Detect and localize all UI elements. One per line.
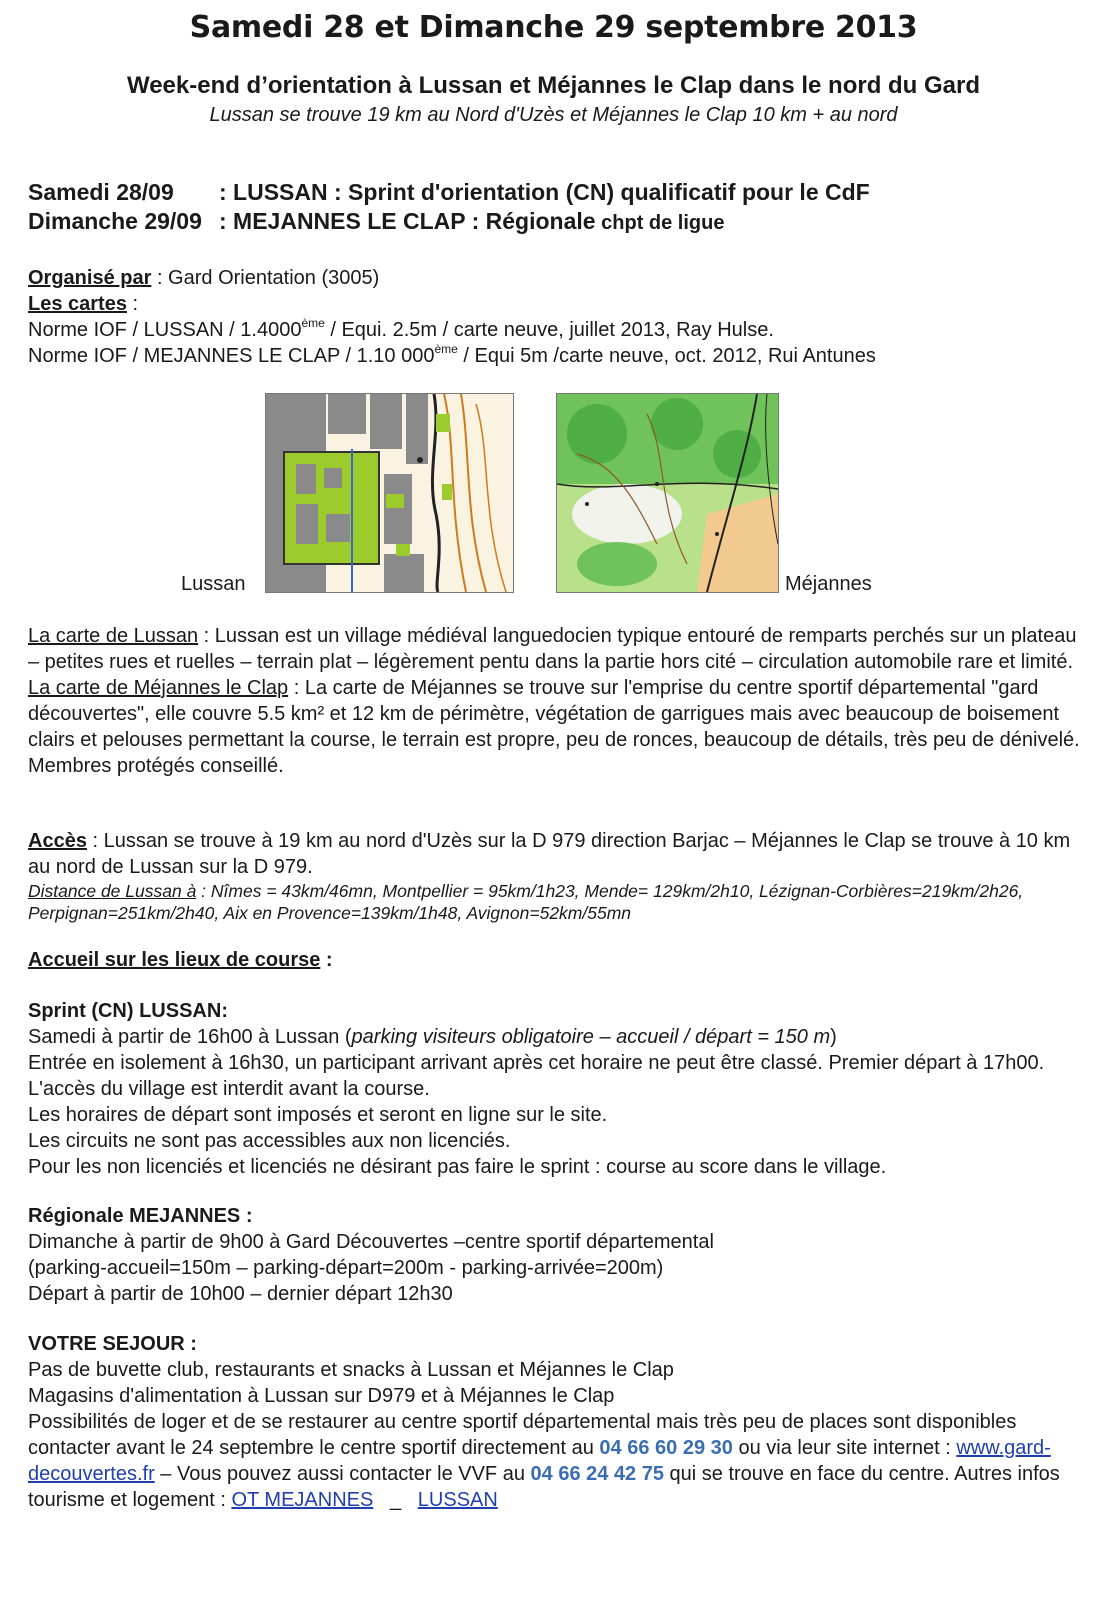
- mejannes-map-label: La carte de Méjannes le Clap: [28, 677, 289, 699]
- schedule-saturday: Samedi 28/09 : LUSSAN : Sprint d'orientation (CN) qualificatif pour le CdF: [28, 179, 870, 205]
- phone-centre-sportif: 04 66 60 29 30: [599, 1437, 733, 1459]
- lussan-map-label: La carte de Lussan: [28, 625, 199, 647]
- schedule-sunday: Dimanche 29/09 : MEJANNES LE CLAP : Régionale chpt de ligue: [28, 208, 725, 234]
- cartes-label: Les cartes: [28, 293, 127, 315]
- schedule: [28, 178, 1083, 238]
- ot-mejannes-link[interactable]: OT MEJANNES: [231, 1489, 374, 1511]
- acces-label: Accès: [28, 830, 87, 852]
- page-title: Samedi 28 et Dimanche 29 septembre 2013: [189, 10, 918, 45]
- organise-label: Organisé par: [28, 267, 152, 289]
- sprint-heading: Sprint (CN) LUSSAN:: [28, 1000, 228, 1022]
- lussan-map-caption: Lussan: [181, 573, 246, 595]
- sejour-block: VOTRE SEJOUR : Pas de buvette club, restaurants et snacks à Lussan et Méjannes le Clap Magasins d'alimentation à Lussan sur D979 et à Méjannes le Clap Possibilités de loger et de se restaurer au centre sportif départemental mais très peu de places sont disponibles contacter avant le 24 septembre le centre sportif directement au 04 66 60 29 30 ou via leur site internet : www.gard-decouvertes.fr – Vous pouvez aussi contacter le VVF au 04 66 24 42 75 qui se trouve en face du centre. Autres infos tourisme et logement : OT MEJANNES _ LUSSAN: [28, 1331, 1083, 1513]
- organise-value: : Gard Orientation (3005): [151, 267, 380, 289]
- phone-vvf: 04 66 24 42 75: [530, 1463, 664, 1485]
- mejannes-map-image: [556, 393, 779, 593]
- regionale-heading: Régionale MEJANNES :: [28, 1205, 253, 1227]
- mejannes-map-caption: Méjannes: [785, 573, 872, 595]
- sprint-block: Sprint (CN) LUSSAN: Samedi à partir de 16h00 à Lussan (parking visiteurs obligatoire – accueil / départ = 150 m) Entrée en isolement à 16h30, un participant arrivant après cet horaire ne peut être classé. Premier départ à 17h00. L'accès du village est interdit avant la course. Les horaires de départ sont imposés et seront en ligne sur le site. Les circuits ne sont pas accessibles aux non licenciés. Pour les non licenciés et licenciés ne désirant pas faire le sprint : course au score dans le village.: [28, 998, 1083, 1180]
- map-description: La carte de Lussan : Lussan est un village médiéval languedocien typique entouré de remparts perchés sur un plateau – petites rues et ruelles – terrain plat – légèrement pentu dans la partie hors cité – circulation automobile rare et limité. La carte de Méjannes le Clap : La carte de Méjannes se trouve sur l'emprise du centre sportif départemental "gard découvertes", elle couvre 5.5 km² et 12 km de périmètre, végétation de garrigues mais avec beaucoup de boisement clairs et pelouses permettant la course, le terrain est propre, peu de ronces, beaucoup de détails, très peu de dénivelé. Membres protégés conseillé.: [28, 625, 1080, 777]
- lussan-link[interactable]: LUSSAN: [417, 1489, 498, 1511]
- location-tagline: Lussan se trouve 19 km au Nord d'Uzès et Méjannes le Clap 10 km + au nord: [209, 104, 898, 126]
- sejour-heading: VOTRE SEJOUR :: [28, 1333, 197, 1355]
- carte-lussan-spec: Norme IOF / LUSSAN / 1.4000ème / Equi. 2.5m / carte neuve, juillet 2013, Ray Hulse.: [28, 316, 774, 341]
- carte-mejannes-spec: Norme IOF / MEJANNES LE CLAP / 1.10 000ème / Equi 5m /carte neuve, oct. 2012, Rui Antunes: [28, 342, 876, 367]
- distance-label: Distance de Lussan à: [28, 881, 197, 901]
- accueil-heading: Accueil sur les lieux de course :: [28, 949, 333, 971]
- organisation-block: Organisé par : Gard Orientation (3005) Les cartes : Norme IOF / LUSSAN / 1.4000ème / Equi. 2.5m / carte neuve, juillet 2013, Ray Hulse. Norme IOF / MEJANNES LE CLAP / 1.10 000ème / Equi 5m /carte neuve, oct. 2012, Rui Antunes: [28, 265, 1083, 369]
- event-subtitle: Week-end d’orientation à Lussan et Méjannes le Clap dans le nord du Gard: [126, 72, 981, 99]
- regionale-block: Régionale MEJANNES : Dimanche à partir de 9h00 à Gard Découvertes –centre sportif départemental (parking-accueil=150m – parking-départ=200m - parking-arrivée=200m) Départ à partir de 10h00 – dernier départ 12h30: [28, 1203, 1083, 1307]
- lussan-map-image: [265, 393, 514, 593]
- acces-block: Accès : Lussan se trouve à 19 km au nord d'Uzès sur la D 979 direction Barjac – Méjannes le Clap se trouve à 10 km au nord de Lussan sur la D 979. Distance de Lussan à : Nîmes = 43km/46mn, Montpellier = 95km/1h23, Mende= 129km/2h10, Lézignan-Corbières=219km/2h26, Perpignan=251km/2h40, Aix en Provence=139km/1h48, Avignon=52km/55mn: [28, 830, 1071, 923]
- website-link[interactable]: www.gard-decouvertes.fr: [28, 1437, 1051, 1485]
